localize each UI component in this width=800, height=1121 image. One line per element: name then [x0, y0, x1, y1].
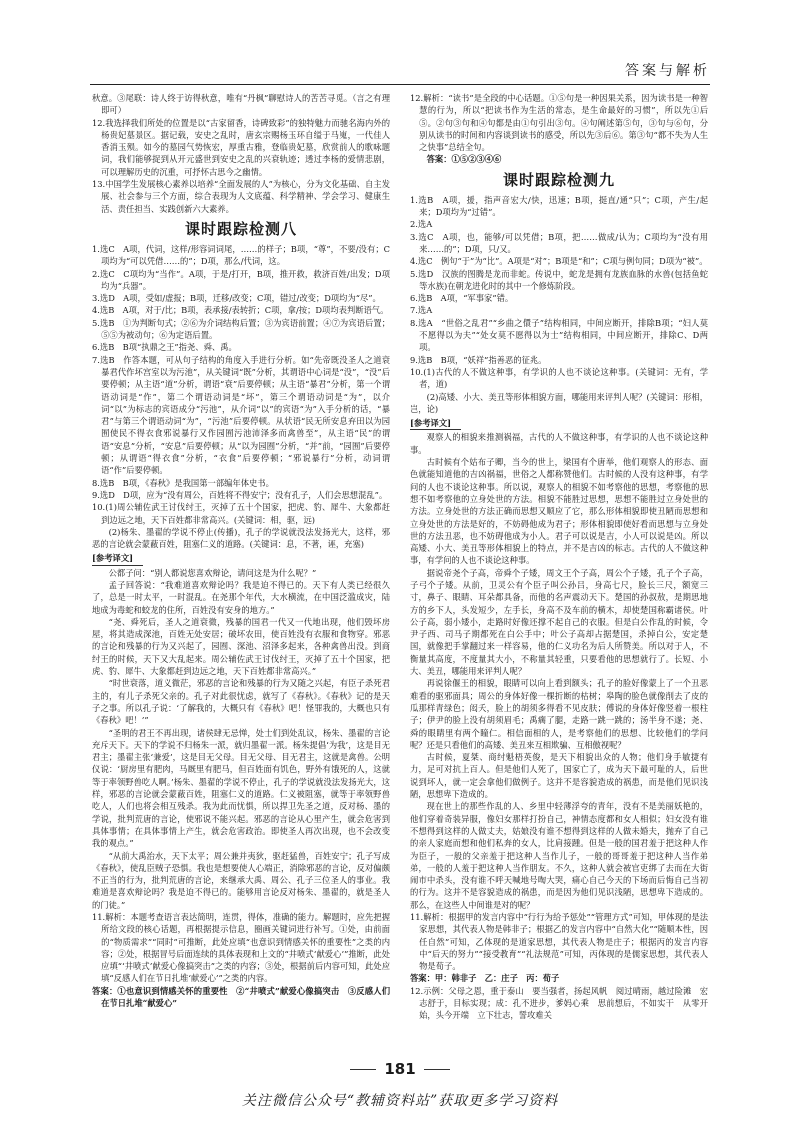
- translation-paragraph: 观察人的相貌来推测祸福，古代的人不做这种事，有学识的人也不谈论这种事。: [410, 432, 708, 455]
- answer-item: 9.选B B项，“妖祥”指善恶的征兆。: [410, 354, 547, 365]
- translation-paragraph: 古时候有个姑布子卿，当今的世上，梁国有个唐举，他们观察人的形态、面色就能知道他的吉凶祸福，世俗之人都称赞他们。古时候的人没有这种事，有学问的人也不谈论这种事。所以说，观察人的相貌不如考察他的思想，考察他的思想不如考察他的立身处世的方法。相貌不能胜过思想，思想不能胜过立身处世的方法。立身处世的方法正确而思想又顺应了它，那么形体相貌即使丑陋而思想和立身处世的方法是好的，不妨碍他成为君子；形体相貌即使好看而思想与立身处世的方法丑恶，也不妨碍他成为小人。君子可以说是吉，小人可以说是凶。所以高矮、小大、美丑等形体相貌上的特点，并不是吉凶的标志。古代的人不做这种事，有学问的人也不谈论这种事。: [410, 457, 708, 566]
- translation-paragraph: 公都子问：“别人都说您喜欢辩论，请问这是为什么呢？”: [108, 567, 317, 578]
- page-number: [0, 1060, 800, 1078]
- translation-paragraph: 再说徐偃王的相貌，眼睛可以向上看到额头；孔子的脸好像蒙上了一个丑恶难看的驱邪面具；周公的身体好像一棵折断的枯树；皋陶的脸色就像削去了皮的瓜那样青绿色；闳夭，脸上的胡须多得看不见皮肤；傅说的身体好像竖着一根柱子；伊尹的脸上没有胡须眉毛；禹瘸了腿，走路一跳一跳的；汤半身不遂；尧、舜的眼睛里有两个瞳仁。相信面相的人，是考察他们的思想、比较他们的学问呢？还是只看他们的高矮、美丑来互相欺骗、互相傲视呢？: [410, 678, 708, 750]
- answer-item: 1.选B A项，援，指声音宏大/快，迅速；B项，挺直/通“只”；C项，产生/起来；D项均为“过错”。: [410, 194, 708, 218]
- translation-paragraph: “圣明的君王不再出现，诸侯肆无忌惮，处士们到处乱议，杨朱、墨翟的言论充斥天下。天下的学说不归杨朱一派，就归墨翟一派。杨朱提倡‘为我’，这是目无君主；墨翟主张‘兼爱’，这是目无父母。目无父母、目无君主，这就是禽兽。公明仪说：‘厨房里有肥肉，马厩里有肥马，但百姓面有饥色，野外有饿死的人，这就等于率领野兽吃人啊。’杨朱、墨翟的学说不停止，孔子的学说就没法发扬光大，这样，邪恶的言论就会蒙蔽百姓，阻塞仁义的道路。仁义被阻塞，就等于率领野兽吃人，人们也将会相互残杀。我为此而忧惧，所以捍卫先圣之道，反对杨、墨的学说，批判荒唐的言论，使邪说不能兴起。邪恶的言论从心里产生，就会危害到具体事情；在具体事情上产生，就会危害政治。即使圣人再次出现，也不会改变我的观点。”: [92, 727, 390, 849]
- translation-paragraph: 孟子回答说：“我难道喜欢辩论吗？我是迫不得已的。天下有人类已经很久了，总是一时太平，一时混乱。在尧那个年代，大水横流，在中国泛滥成灾，陆地成为毒蛇和蛟龙的住所，百姓没有安身的地方。”: [92, 579, 390, 615]
- page-number-dash: [424, 1069, 450, 1070]
- answer-item: 5.选B ①为判断句式；②⑥为介词结构后置；③为宾语前置；④⑦为宾语后置；⑤⑤为被动句；⑥为定语后置。: [92, 317, 390, 341]
- section-title: 课时跟踪检测九: [502, 170, 615, 189]
- reference-translation-label: [参考译文]: [92, 552, 143, 565]
- answer-paragraph: 秋意。③尾联：诗人终于访得秋意，唯有“丹枫”聊慰诗人的苦苦寻觅。（言之有理即可）: [92, 93, 390, 116]
- answer-item: 8.选B B项，《春秋》是我国第一部编年体史书。: [92, 477, 274, 488]
- section-title: 课时跟踪检测八: [184, 219, 297, 238]
- translation-paragraph: 古时候，夏桀、商纣魁梧英俊，是天下相貌出众的人物；他们身手敏捷有力，足可对抗上百人。但是他们人死了，国家亡了，成为天下最可耻的人，后世说到坏人，就一定会拿他们做例子。这并不是容貌造成的祸患，而是他们见识浅陋，思想卑下造成的。: [410, 752, 708, 800]
- left-column: [92, 92, 390, 1062]
- reference-translation-label: [参考译文]: [410, 417, 461, 430]
- answer-item: 10.(1)周公辅佐武王讨伐纣王，灭掉了五十个国家，把虎、豹、犀牛、大象都赶到边远之地，天下百姓都非常高兴。(关键词：相，驱，远): [92, 502, 390, 525]
- answer-item: 11.解析：根据甲的发言内容中“行行为给予惩处”“管理方式”可知，甲体现的是法家思想，其代表人物是韩非子；根据乙的发言内容中“自然大化”“随顺本性，因任自然”可知，乙体现的是道家思想，其代表人物是庄子；根据丙的发言内容中“后天的努力”“接受教育”“礼法规范”可知，丙体现的是儒家思想，其代表人物是荀子。: [410, 912, 708, 972]
- answer-item: (2)杨朱、墨翟的学说不停止(传播)，孔子的学说就没法发扬光大，这样，邪恶的言论就会蒙蔽百姓，阻塞仁义的道路。(关键词：息，不著，诬，充塞): [92, 526, 390, 550]
- answer-item: 12.示例：父母之恩，重于泰山 要当强者，扬起风帆 阅过晴雨，越过险滩 宏志舒于，目标实现；成：孔不进步，爹妈心乘 思前想后，不如实干 从零开始，头今开端 立下壮志，誓攻难关: [410, 985, 708, 1021]
- translation-paragraph: 据说帝尧个子高，帝舜个子矮，周文王个子高，周公个子矮，孔子个子高，子弓个子矮。从前，卫灵公有个臣子叫公孙吕，身高七尺，脸长三尺，额宽三寸，鼻子、眼睛、耳朵都具备，而他的名声震动天下。楚国的孙叔敖，是期思地方的乡下人，头发短少，左手长，身高不及车前的横木，却使楚国称霸诸侯。叶公子高，弱小矮小，走路时好像还撑不起自己的衣服。但是白公作乱的时候，令尹子西、司马子期都死在白公手中；叶公子高却占据楚国，杀掉白公，安定楚国，就像把手掌翻过来一样容易，他的仁义功名为后人所赞美。所以对于人，不衡量其高度，不度量其大小，不称量其轻重，只要看他的思想就行了。长短、小大、美丑，哪能用来评判人呢？: [410, 567, 708, 677]
- translation-paragraph: “时世衰落，道义微茫，邪恶的言论和残暴的行为又随之兴起，有臣子杀死君主的，有儿子杀死父亲的。孔子对此很忧虑，就写了《春秋》。《春秋》记的是天子之事。所以孔子说：‘了解我的，大概只有《春秋》吧！怪罪我的，大概也只有《春秋》吧！’”: [92, 678, 390, 726]
- answer-item: 7.选B 作答本题，可从句子结构的角度入手进行分析。如“先帝既没圣人之道衰暴君代作坏宫室以为污池”，从关键词“既”分析，其谓语中心词是“没”，“没”后要停顿；从主语“道”分析，谓语“衰”后要停顿；从主语“暴君”分析，第一个谓语动词是“作”，第二个谓语动词是“坏”，第三个谓语动词是“为”，以介词“以”为标志的宾语成分“污池”，从介词“以”的宾语“为”入手分析的话，“暴君”与第三个谓语动词“为”，“污池”后要停顿。从状语“民无所安息弃田以为园囿使民不得衣食邪说暴行又作园囿污池沛泽多而禽兽至”，从主语“民”的谓语“安息”分析，“安息”后要停顿；从“以为园囿”分析，“并”前，“园囿”后要停顿；从谓语“得衣食”分析，“衣食”后要停顿；“邪说暴行”分析，动词谓语“作”后要停顿。: [92, 354, 390, 476]
- answer-item: 8.选A “世俗之乱君”“乡曲之儇子”结构相同，中间应断开，排除B项；“妇人莫不愿得以为夫”“处女莫不愿得以为士”结构相同，中间应断开，排除C、D两项。: [410, 317, 708, 353]
- answer-item: 1.选C A项，代词，这样/形容词词尾，……的样子；B项，“尊”，不要/没有；C项均为“可以凭借……的”；D项，那么/代词，这。: [92, 243, 390, 267]
- answer-line: 答案：①也意识到情感关怀的重要性 ②“井喷式”献爱心像搞突击 ③反感人们在节日扎堆“献爱心”: [92, 985, 390, 1009]
- content-columns: [92, 92, 708, 1062]
- answer-item: 11.解析：本题考查语言表达简明，连贯，得体，准确的能力。解题时，应先把握所给文段的核心话题，再根据提示信息，圈画关键词进行补写。①处，由前面的“物质需求”“同时”可推断，此处应填“也意识到情感关怀的重要性”之类的内容；②处，根据冒号后面连续的具体表现和上文的“井喷式‘献爱心’”推断，此处应填“‘井喷式’献爱心像搞突击”之类的内容；③处，根据前后内容可知，此处应填“反感人们在节日扎堆‘献爱心’”之类的内容。: [92, 912, 390, 984]
- answer-item: 3.选D A项，受如/虚报；B项，迁移/改变；C项，错过/改变；D项均为“尽”。: [92, 293, 381, 304]
- answer-item: 10.(1)古代的人不做这种事，有学识的人也不谈论这种事。(关键词：无有，学者，道): [410, 366, 708, 390]
- answer-item: 9.选D D项，应为“没有周公，百姓将不得安宁；没有孔子，人们会思想混乱”。: [92, 489, 388, 500]
- header-title: 答案与解析: [625, 63, 710, 79]
- answer-paragraph: 12.我选择我们所处的位置是以“古家留香，诗碑致彩”的独特魅力而驰名海内外的杨贵妃墓景区。据记载，安史之乱时，唐玄宗赐杨玉环自缢于马嵬，一代佳人香消玉殒。如今的墓园气势恢宏，厚重古雅，登临贵妃墓，欣赏前人的歌咏题词，我们能够捉到从开元盛世到安史之乱的兴衰轨迹；透过李杨的爱情悲剧，可以理解历史的沉重，可抒怀古思今之幽情。: [92, 117, 390, 177]
- answer-line: 答案：①⑤②③④⑥: [426, 154, 502, 165]
- answer-item: 7.选A: [410, 305, 433, 316]
- footer-note: 关注微信公众号“教辅资料站”获取更多学习资料: [241, 1093, 559, 1109]
- answer-item: (2)高矮、小大、美丑等形体相貌方面，哪能用来评判人呢？(关键词：形相，岂，论): [410, 391, 708, 414]
- answer-item: 2.选C C项均为“当作”。A项，于是/打开，B项，推开救，救济百姓/出发；D项均为“兵器”。: [92, 268, 390, 291]
- answer-item: 12.解析：“读书”是全段的中心话题。①⑤句是一种因果关系，因为读书是一种智慧的行为，所以“把读书作为生活的常态，是生命最好的习惯”，所以先①后⑤。②句③句和④句都是由①句引出③句。④句阐述第⑤句，③句与⑥句，分别从读书的时间和内容谈到读书的感受，所以先③后⑥。第③句“都不失为人生之快事”总结全句。: [410, 93, 708, 153]
- answer-item: 6.选B B项“执鼎之王”指尧、舜、禹。: [92, 342, 237, 353]
- answer-item: 3.选C A项，也，能够/可以凭借；B项，把……做成/认为；C项均为“没有用来……的”；D项，只/又。: [410, 231, 708, 254]
- translation-paragraph: 现在世上的那些作乱的人、乡里中轻薄浮夸的青年，没有不是美丽妖艳的，他们穿着奇装异服，像妇女那样打扮自己，神情态度都和女人相似；妇女没有谁不想得到这样的人做丈夫，姑娘没有谁不想得到这样的人做未婚夫，抛弃了自己的亲人家庭而想和他们私奔的女人，比肩接踵。但是一般的国君羞于把这种人作为臣子，一般的父亲羞于把这种人当作儿子，一般的哥哥羞于把这种人当作弟弟，一般的人羞于把这种人当作朋友。不久，这种人就会被官吏绑了去而在大街闹市中杀头，没有谁不呼天喊地号啕大哭，痛心自己今天的下场而后悔自己当初的行为。这并不是容貌造成的祸患，而是因为他们见识浅陋，思想卑下造成的。那么，在这些人中间谁是对的呢？: [410, 801, 708, 910]
- translation-paragraph: “尧、舜死后，圣人之道衰微，残暴的国君一代又一代地出现，他们毁坏房屋，将其造成深池，百姓无处安居；破坏农田，使百姓没有衣服和食物穿。邪恶的言论和残暴的行为又兴起了，园囿、深池、沼泽多起来，各种禽兽出没。到商纣王的时候，天下又大乱起来。周公辅佐武王讨伐纣王，灭掉了五十个国家，把虎、豹、犀牛、大象都赶到边远之地，天下百姓都非常高兴。”: [92, 616, 390, 677]
- page-number-text: 181: [384, 1060, 416, 1078]
- answer-line: 答案：甲：韩非子 乙：庄子 丙：荀子: [410, 973, 560, 984]
- answer-item: 4.选B A项，对于/比；B项，表承接/表转折；C项，拿/按；D项均表判断语气。: [92, 305, 389, 316]
- answer-item: 6.选B A项，“军事家”错。: [410, 293, 514, 304]
- answer-item: 5.选D 汉族的图腾是龙而非蛇。传说中，蛇龙是拥有龙族血脉的水兽(包括鱼蛇等水族)在朝龙进化时的其中一个修炼阶段。: [410, 268, 708, 291]
- answer-item: 4.选C 例句“于”为“比”。A项是“对”；B项是“和”；C项与例句同；D项为“被”。: [410, 256, 708, 267]
- page-header: [90, 58, 710, 85]
- answer-item: 2.选A: [410, 219, 433, 230]
- page-number-dash: [350, 1069, 376, 1070]
- answer-paragraph: 13.中国学生发展核心素养以培养“全面发展的人”为核心，分为文化基础、自主发展、社会参与三个方面，综合表现为人文底蕴、科学精神、学会学习、健康生活、责任担当、实践创新六大素养。: [92, 179, 390, 214]
- right-column: [410, 92, 708, 1062]
- translation-paragraph: “从前大禹治水，天下太平；周公兼并夷狄，驱赶猛兽，百姓安宁；孔子写成《春秋》，使乱臣贼子恐惧。我也是想要使人心端正，消除邪恶的言论，反对偏颇不正当的行为，批判荒唐的言论，来继承大禹、周公、孔子三位圣人的事业。我难道是喜欢辩论吗？我是迫不得已的。能够用言论反对杨朱、墨翟的，就是圣人的门徒。”: [92, 850, 390, 910]
